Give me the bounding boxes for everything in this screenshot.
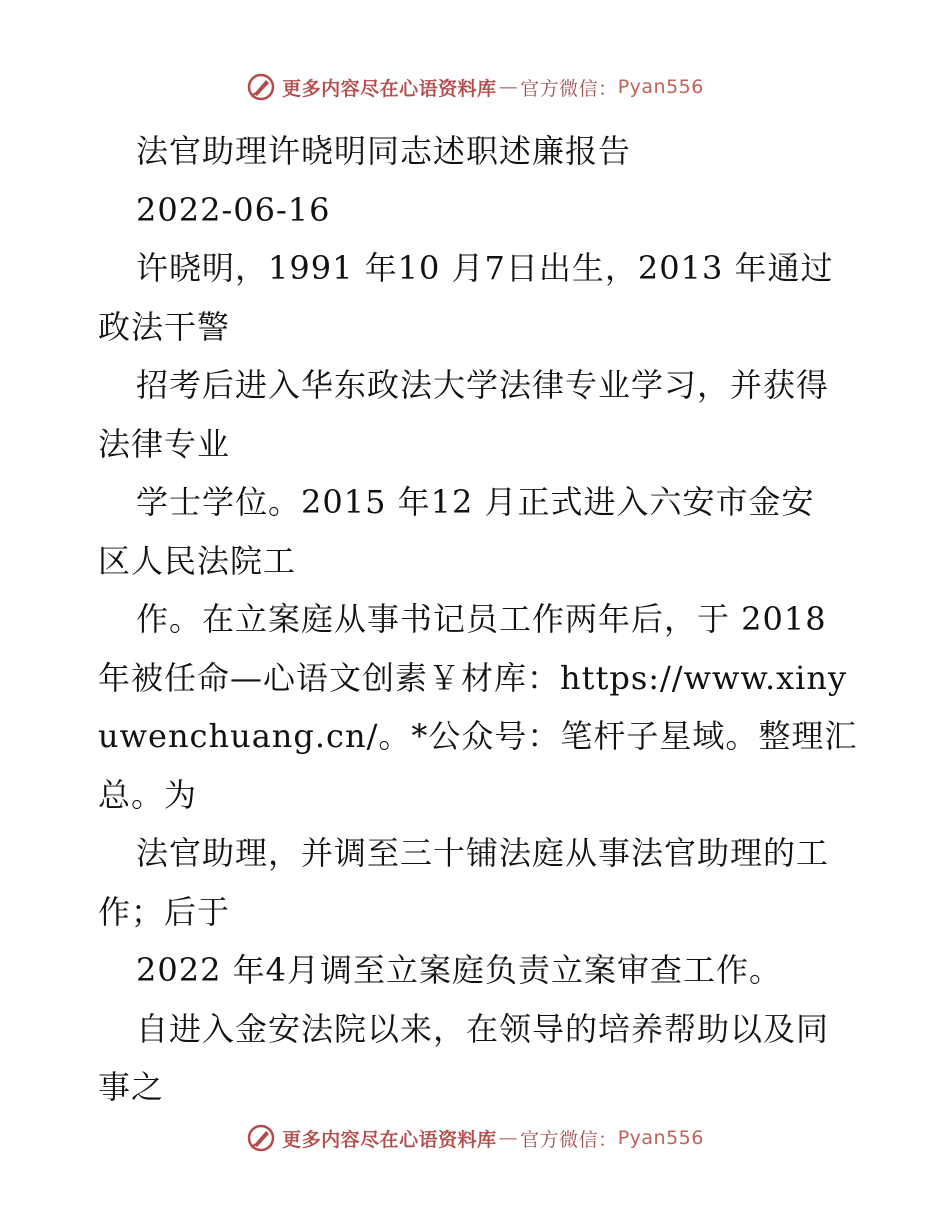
- quill-logo-icon: [246, 72, 276, 102]
- watermark-header: [0, 72, 950, 102]
- watermark-id: Pyan556: [617, 1127, 704, 1149]
- watermark-sub-text: 官方微信：: [520, 1128, 618, 1151]
- text-line: 2022 年4月调至立案庭负责立案审查工作。: [136, 951, 782, 989]
- text-line: uwenchuang.cn/。*公众号：笔杆子星域。整理汇: [98, 717, 858, 755]
- text-line: 自进入金安法院以来，在领导的培养帮助以及同: [136, 1009, 830, 1048]
- text-line: 总。为: [98, 775, 198, 814]
- watermark-footer: [0, 1123, 950, 1153]
- text-line: 事之: [98, 1068, 165, 1106]
- document-title: 法官助理许晓明同志述职述廉报告: [136, 132, 632, 170]
- document-date: 2022-06-16: [136, 190, 331, 229]
- watermark-main-text: 更多内容尽在心语资料库: [282, 77, 497, 100]
- watermark-dash: —: [498, 1127, 519, 1149]
- watermark-sub-text: 官方微信：: [520, 77, 618, 100]
- watermark-id: Pyan556: [617, 76, 704, 98]
- text-line: 作；后于: [98, 892, 231, 931]
- document-body: [98, 122, 858, 1117]
- text-line: 法官助理，并调至三十铺法庭从事法官助理的工: [136, 834, 830, 872]
- text-line: 年被任命—心语文创素￥材库：https://www.xiny: [98, 658, 848, 697]
- text-line: 法律专业: [98, 424, 231, 463]
- text-line: 招考后进入华东政法大学法律专业学习，并获得: [136, 366, 830, 404]
- text-line: 作。在立案庭从事书记员工作两年后，于 2018: [136, 600, 827, 638]
- text-line: 学士学位。2015 年12 月正式进入六安市金安: [136, 483, 815, 521]
- watermark-dash: —: [498, 76, 519, 98]
- quill-logo-icon: [246, 1123, 276, 1153]
- text-line: 许晓明，1991 年10 月7日出生，2013 年通过: [136, 249, 834, 287]
- text-line: 区人民法院工: [98, 541, 297, 580]
- text-line: 政法干警: [98, 307, 231, 346]
- watermark-main-text: 更多内容尽在心语资料库: [282, 1128, 497, 1151]
